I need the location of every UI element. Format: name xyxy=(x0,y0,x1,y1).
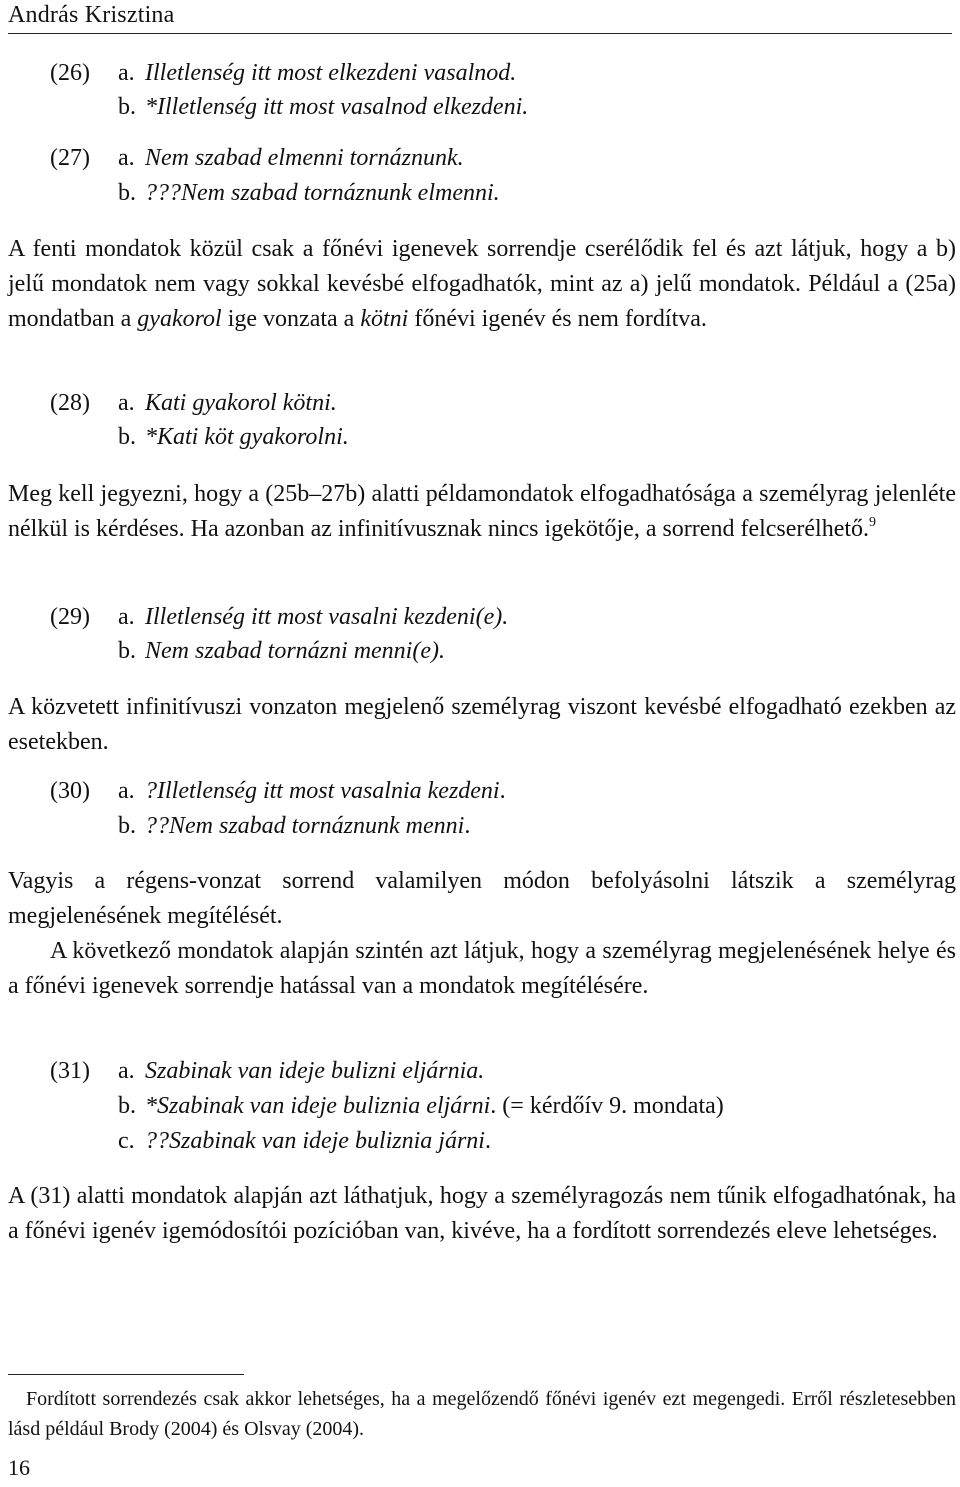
example-letter: a. xyxy=(118,60,135,86)
example-text: ??Szabinak van ideje bulizniа járni. xyxy=(145,1128,491,1154)
example-number: (26) xyxy=(50,60,90,86)
page-number: 16 xyxy=(8,1455,30,1480)
paragraph-1: A fenti mondatok közül csak a főnévi igenevek sorrendje cserélődik fel és azt látjuk, hogy a b) jelű mondatok nem vagy sokkal kevésbé elfogadhatók, mint az a) jelű mondatok. Például a (25a) mondatban a gyakorol ige vonzata a kötni főnévi igenév és nem fordítva. xyxy=(8,236,956,332)
example-text: Kati gyakorol kötni. xyxy=(145,390,337,416)
example-31a xyxy=(0,1058,960,1092)
example-number: (28) xyxy=(50,390,90,416)
example-text: ??Nem szabad tornáznunk menni. xyxy=(145,813,471,839)
example-number: (27) xyxy=(50,145,90,171)
example-28b xyxy=(0,424,960,458)
example-27a xyxy=(0,145,960,179)
example-text: *Illetlenség itt most vasalnod elkezdeni. xyxy=(145,94,529,120)
example-letter: c. xyxy=(118,1128,135,1154)
footnote-text: Fordított sorrendezés csak akkor lehetséges, ha a megelőzendő főnévi igenév ezt megengedi. Erről részletesebben lásd például Brody (2004) és Olsvay (2004). xyxy=(8,1388,956,1440)
example-letter: a. xyxy=(118,145,135,171)
example-text: Nem szabad tornázni menni(e). xyxy=(145,638,445,664)
footnote xyxy=(8,1384,956,1444)
footnote-reference: 9 xyxy=(869,515,877,530)
footnote-separator xyxy=(8,1374,244,1375)
running-header xyxy=(8,0,952,34)
example-letter: b. xyxy=(118,424,136,450)
paragraph-4: Vagyis a régens-vonzat sorrend valamilyen módon befolyásolni látszik a személyrag megjelenésének megítélését. xyxy=(8,868,956,929)
paragraph-6: A (31) alatti mondatok alapján azt láthatjuk, hogy a személyragozás nem tűnik elfogadhatónak, ha a főnévi igenév igemódosítói pozícióban van, kivéve, ha a fordított sorrendezés eleve lehetséges. xyxy=(8,1183,956,1244)
example-text: ???Nem szabad tornáznunk elmenni. xyxy=(145,180,500,206)
example-letter: a. xyxy=(118,1058,135,1084)
example-text: *Kati köt gyakorolni. xyxy=(145,424,349,450)
example-29b xyxy=(0,638,960,672)
example-text: ?Illetlenség itt most vasalnia kezdeni. xyxy=(145,778,506,804)
example-text: Illetlenség itt most elkezdeni vasalnod. xyxy=(145,60,517,86)
example-30b xyxy=(0,813,960,847)
example-letter: b. xyxy=(118,1093,136,1119)
paragraph-3: A közvetett infinitívuszi vonzaton megjelenő személyrag viszont kevésbé elfogadható ezekben az esetekben. xyxy=(8,694,956,755)
example-letter: b. xyxy=(118,813,136,839)
example-text: Szabinak van ideje bulizni eljárnia. xyxy=(145,1058,485,1084)
example-text: *Szabinak van ideje bulizniа eljárni. (= kérdőív 9. mondata) xyxy=(145,1093,724,1119)
example-31b xyxy=(0,1093,960,1127)
example-number: (30) xyxy=(50,778,90,804)
example-letter: b. xyxy=(118,638,136,664)
example-letter: b. xyxy=(118,180,136,206)
paragraph-5: A következő mondatok alapján szintén azt látjuk, hogy a személyrag megjelenésének helye és a főnévi igenevek sorrendje hatással van a mondatok megítélésére. xyxy=(8,938,956,999)
example-28a xyxy=(0,390,960,424)
example-number: (31) xyxy=(50,1058,90,1084)
header-author: András Krisztina xyxy=(8,2,175,28)
example-number: (29) xyxy=(50,604,90,630)
example-31c xyxy=(0,1128,960,1162)
example-30a xyxy=(0,778,960,812)
example-26b xyxy=(0,94,960,128)
italic-term: kötni xyxy=(360,306,409,332)
example-letter: a. xyxy=(118,604,135,630)
paragraph-2: Meg kell jegyezni, hogy a (25b–27b) alatti példamondatok elfogadhatósága a személyrag jelenléte nélkül is kérdéses. Ha azonban az infinitívusznak nincs igekötője, a sorrend felcserélhető.$^9$ xyxy=(8,481,956,542)
italic-term: gyakorol xyxy=(137,306,222,332)
example-text: Nem szabad elmenni tornáznunk. xyxy=(145,145,464,171)
example-text: Illetlenség itt most vasalni kezdeni(e). xyxy=(145,604,509,630)
example-27b xyxy=(0,180,960,214)
example-letter: a. xyxy=(118,778,135,804)
example-29a xyxy=(0,604,960,638)
example-letter: b. xyxy=(118,94,136,120)
example-letter: a. xyxy=(118,390,135,416)
example-26a xyxy=(0,60,960,94)
